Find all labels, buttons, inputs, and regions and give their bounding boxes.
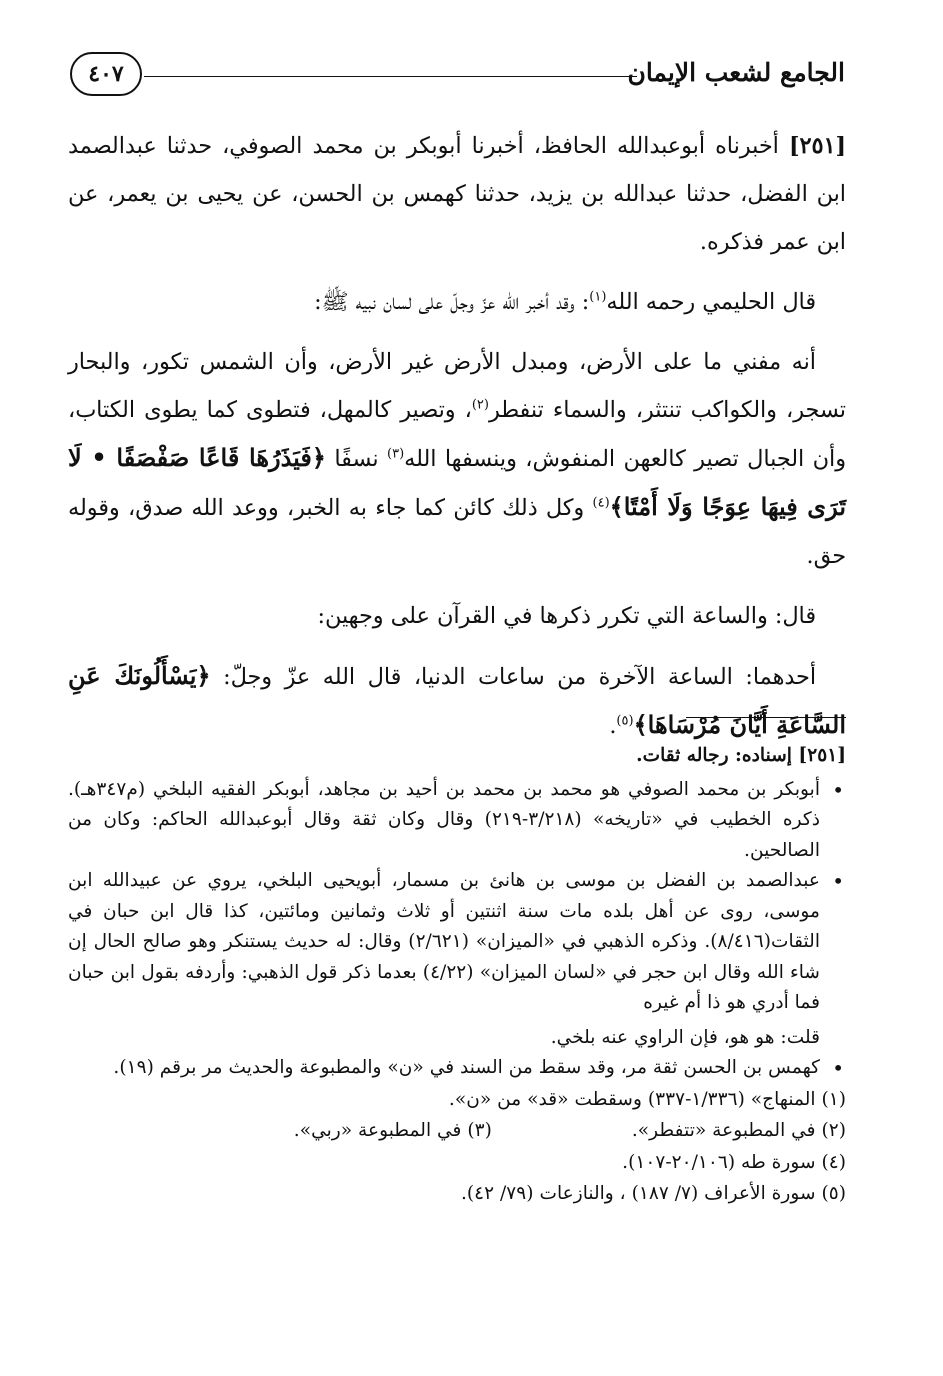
hadith-text: أخبرناه أبوعبدالله الحافظ، أخبرنا أبوبكر بن محمد الصوفي، حدثنا عبدالصمد ابن الفضل، حدثنا عبدالله بن يزيد، حدثنا كهمس بن الحسن، عن يحيى بن يعمر، عن ابن عمر فذكره.	[68, 133, 846, 255]
footnote-4: (٤) سورة طه (٢٠/١٠٦-١٠٧).	[622, 1151, 846, 1173]
footnotes	[68, 741, 846, 1210]
header-rule	[144, 76, 637, 77]
narrator-note-2	[68, 866, 846, 1019]
footnote-3: (٣) في المطبوعة «ربي».	[293, 1120, 492, 1141]
footnote-ref-2: (٢)	[471, 397, 489, 413]
page-header	[70, 52, 845, 100]
main-text	[68, 122, 846, 750]
bullet-icon: •	[832, 777, 844, 802]
footnote-ref-5: (٥)	[616, 713, 634, 729]
halimi-intro-b: : وقد أخبر الله عزّ وجلّ على لسان نبيه ﷺ:	[314, 289, 590, 315]
two-meanings-paragraph: قال: والساعة التي تكرر ذكرها في القرآن على وجهين:	[317, 603, 816, 629]
footnote-ref-4: (٤)	[592, 495, 610, 511]
narrator-note-2-text: عبدالصمد بن الفضل بن موسى بن هانئ بن مسمار، أبويحيى البلخي، يروي عن عبيدالله ابن موسى، روى عن أهل بلده مات سنة اثنتين أو ثلاث وثمانين ومائتين، كذا قال ابن حبان في الثقات(٨/٤١٦). وذكره الذهبي في «الميزان» (٢/٦٢١) وقال: له حديث يستنكر وهو صالح الحال إن شاء الله وقال ابن حجر في «لسان الميزان» (٤/٢٢) بعدما ذكر قول الذهبي: وأردفه بقول ابن حبان فما أدري هو ذا أم غيره	[68, 870, 820, 1013]
running-title: الجامع لشعب الإيمان	[627, 58, 845, 87]
eow-text-c: نسفًا	[334, 446, 387, 472]
narrator-note-1-text: أبوبكر بن محمد الصوفي هو محمد بن محمد بن أحيد بن مجاهد، أبوبكر الفقيه البلخي (م٣٤٧هـ). ذكره الخطيب في «تاريخه» (٣/٢١٨-٢١٩) وقال وكان ثقة وقال أبوعبدالله الحاكم: وكان من الصالحين.	[68, 778, 820, 861]
narrator-note-1	[68, 775, 846, 867]
author-remark: قلت: هو هو، فإن الراوي عنه بلخي.	[550, 1026, 820, 1048]
halimi-intro-a: قال الحليمي رحمه الله	[606, 289, 816, 315]
eow-text-d: وكل ذلك كائن كما جاء به الخبر، ووعد الله صدق، وقوله حق.	[68, 495, 846, 569]
bullet-icon: •	[832, 869, 844, 893]
first-meaning-paragraph	[68, 652, 846, 750]
narrator-note-3-text: كهمس بن الحسن ثقة مر، وقد سقط من السند في «ن» والمطبوعة والحديث مر برقم (١٩).	[113, 1057, 820, 1078]
narrator-note-3	[68, 1053, 846, 1084]
first-meaning-end: .	[609, 713, 617, 739]
first-meaning-text: أحدهما: الساعة الآخرة من ساعات الدنيا، قال الله عزّ وجلّ:	[210, 664, 817, 690]
page-number: ٤٠٧	[70, 52, 142, 96]
footnote-2: (٢) في المطبوعة «تتفطر».	[631, 1120, 846, 1141]
eow-text-a: أنه مفني ما على الأرض، ومبدل الأرض غير الأرض، وأن الشمس تكور، والبحار تسجر، والكواكب تنتثر، والسماء تنفطر	[68, 349, 847, 423]
bullet-icon: •	[832, 1056, 844, 1080]
quran-quote-taha: ﴿فَيَذَرُهَا قَاعًا صَفْصَفًا • لَا تَرَى فِيهَا عِوَجًا وَلَا أَمْتًا﴾	[68, 443, 846, 521]
footnote-5: (٥) سورة الأعراف (٧/ ١٨٧) ، والنازعات (٧٩/ ٤٢).	[460, 1183, 846, 1204]
end-of-world-paragraph	[68, 338, 846, 580]
eow-text-b: ، وتصير كالمهل، فتطوى كما يطوى الكتاب، وأن الجبال تصير كالعهن المنفوش، وينسفها الله	[68, 397, 847, 472]
footnote-ref-3: (٣)	[387, 446, 405, 462]
footnote-separator	[686, 717, 846, 718]
quran-quote-araf: ﴿يَسْأَلُونَكَ عَنِ السَّاعَةِ أَيَّانَ مُرْسَاهَا﴾	[68, 661, 846, 739]
footnotes-2-3	[68, 1116, 846, 1147]
footnote-ref-1: (١)	[589, 289, 607, 305]
footnote-1: (١) المنهاج» (١/٣٣٦-٣٣٧) وسقطت «قد» من «ن».	[448, 1088, 846, 1110]
hadith-paragraph	[68, 122, 846, 266]
hadith-number: [٢٥١]	[788, 133, 846, 159]
halimi-intro	[68, 278, 846, 326]
isnad-heading: [٢٥١] إسناده: رجاله ثقات.	[636, 745, 846, 766]
